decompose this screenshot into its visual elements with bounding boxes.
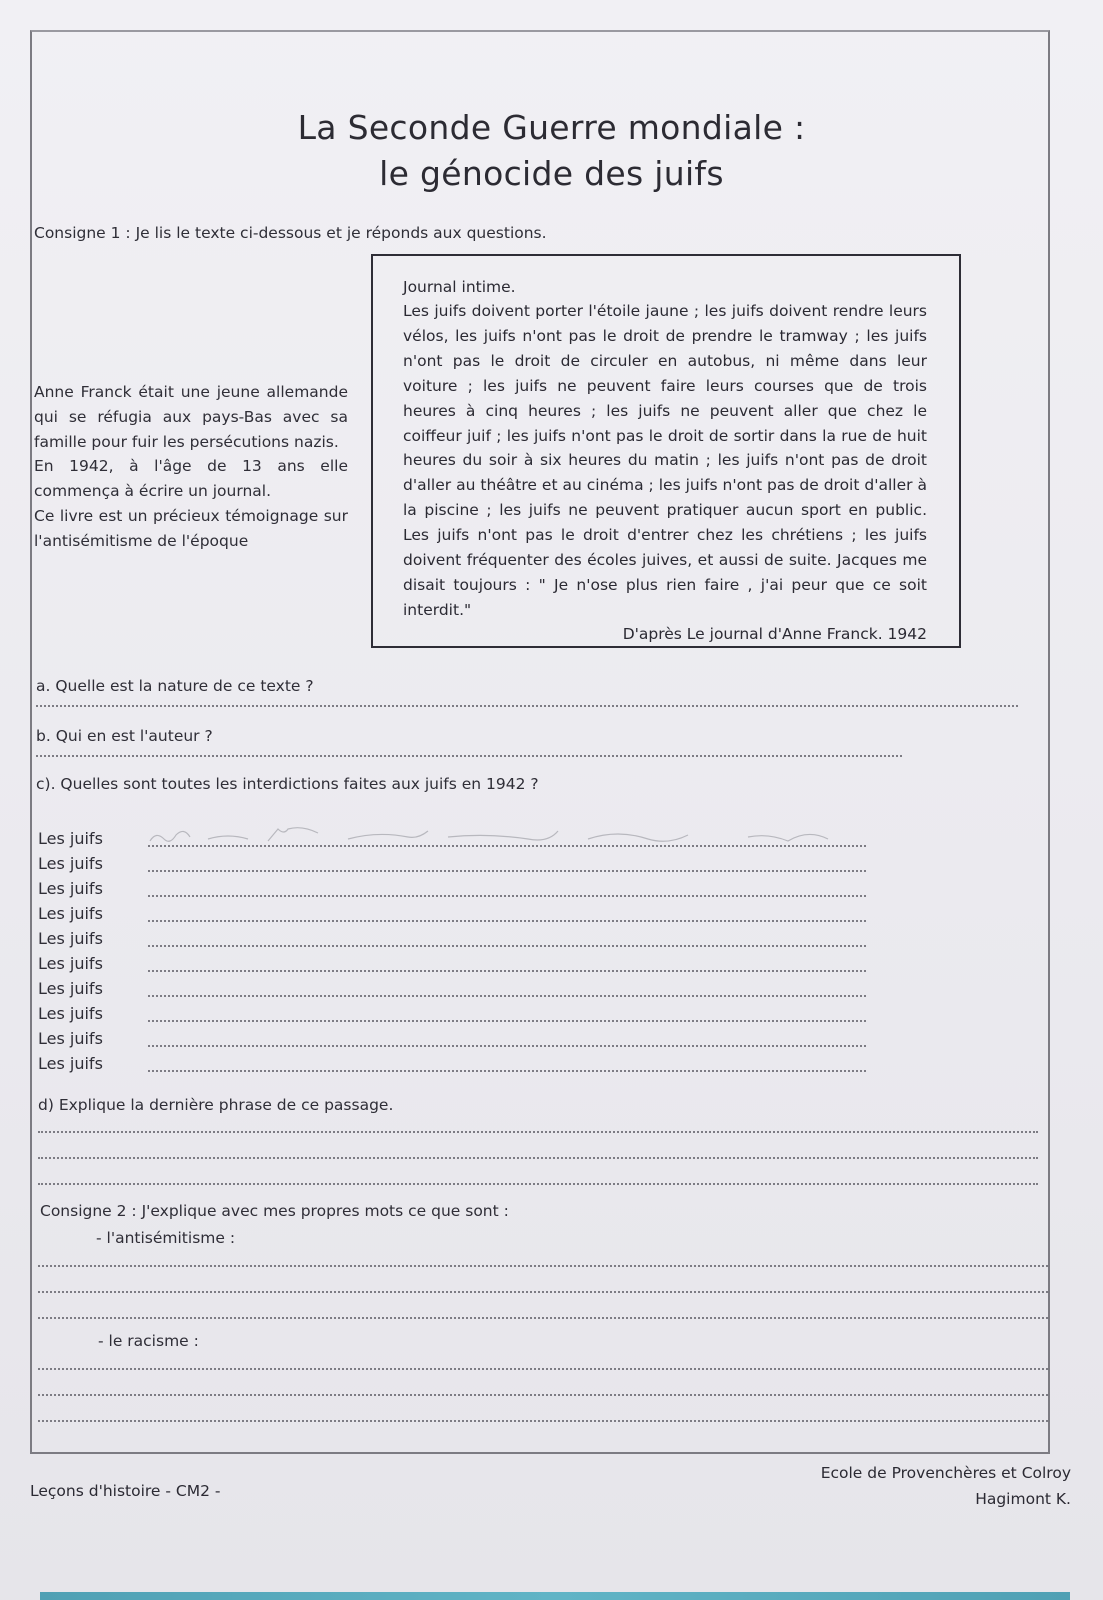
consigne-2-item-racisme: - le racisme : (98, 1332, 199, 1350)
list-item: Les juifs (38, 854, 103, 873)
journal-heading: Journal intime. (403, 278, 516, 296)
answer-line[interactable] (38, 1317, 1048, 1319)
answer-line[interactable] (38, 1157, 1038, 1159)
intro-paragraph: En 1942, à l'âge de 13 ans elle commença à écrire un journal. (34, 457, 348, 501)
answer-line[interactable] (38, 1394, 1048, 1396)
page-title: La Seconde Guerre mondiale : (297, 108, 806, 147)
answer-line[interactable] (148, 920, 866, 922)
intro-paragraph: Ce livre est un précieux témoignage sur l'antisémitisme de l'époque (34, 506, 348, 550)
answer-line[interactable] (148, 1045, 866, 1047)
answer-line[interactable] (38, 1265, 1048, 1267)
list-item: Les juifs (38, 954, 103, 973)
journal-body: Les juifs doivent porter l'étoile jaune ; les juifs doivent rendre leurs vélos, les juifs n'ont pas le droit de prendre le tramway ; les juifs n'ont pas le droit de circuler en autobus, ni même dans leur voiture ; les juifs ne peuvent faire leurs courses que de trois heures à cinq heures ; les juifs ne peuvent aller que chez le coiffeur juif ; les juifs n'ont pas le droit de sortir dans la rue de huit heures du soir à six heures du matin ; les juifs n'ont pas de droit d'aller au théâtre et au cinéma ; les juifs n'ont pas de droit d'aller à la piscine ; les juifs ne peuvent pratiquer aucun sport en public. Les juifs n'ont pas le droit d'entrer chez les chrétiens ; les juifs doivent fréquenter des écoles juives, et aussi de suite. Jacques me disait toujours : " Je n'ose plus rien faire , j'ai peur que ce soit interdit." (403, 302, 927, 619)
answer-line[interactable] (148, 1020, 866, 1022)
consigne-2-item-antisemitisme: - l'antisémitisme : (96, 1229, 236, 1247)
page-subtitle: le génocide des juifs (379, 154, 724, 193)
list-item: Les juifs (38, 929, 103, 948)
question-c: c). Quelles sont toutes les interdictions faites aux juifs en 1942 ? (36, 775, 539, 793)
answer-line[interactable] (148, 895, 866, 897)
answer-line[interactable] (148, 995, 866, 997)
list-item: Les juifs (38, 1029, 103, 1048)
intro-paragraph: Anne Franck était une jeune allemande qui se réfugia aux pays-Bas avec sa famille pour fuir les persécutions nazis. (34, 383, 348, 451)
answer-line[interactable] (36, 755, 902, 757)
answer-line[interactable] (36, 705, 1018, 707)
answer-line[interactable] (148, 970, 866, 972)
list-item: Les juifs (38, 1004, 103, 1023)
answer-line[interactable] (148, 945, 866, 947)
question-a: a. Quelle est la nature de ce texte ? (36, 677, 314, 695)
answer-line[interactable] (148, 1070, 866, 1072)
journal-excerpt-box (371, 254, 961, 648)
question-b: b. Qui en est l'auteur ? (36, 727, 213, 745)
list-item: Les juifs (38, 1054, 103, 1073)
list-item: Les juifs (38, 979, 103, 998)
list-item: Les juifs (38, 879, 103, 898)
consigne-1: Consigne 1 : Je lis le texte ci-dessous et je réponds aux questions. (34, 224, 547, 242)
answer-line[interactable] (148, 870, 866, 872)
question-d: d) Explique la dernière phrase de ce passage. (38, 1096, 394, 1114)
answer-line[interactable] (38, 1183, 1038, 1185)
consigne-2: Consigne 2 : J'explique avec mes propres mots ce que sont : (40, 1202, 509, 1220)
list-item: Les juifs (38, 904, 103, 923)
list-item: Les juifs (38, 829, 103, 848)
background-edge (40, 1592, 1070, 1600)
footer-school: Ecole de Provenchères et Colroy (820, 1464, 1071, 1482)
answer-line[interactable] (38, 1368, 1048, 1370)
answer-line[interactable] (38, 1291, 1048, 1293)
footer-course: Leçons d'histoire - CM2 - (30, 1482, 221, 1500)
pencil-scribble (148, 823, 868, 853)
footer-author: Hagimont K. (975, 1490, 1071, 1508)
intro-text (34, 380, 348, 554)
answer-line[interactable] (38, 1420, 1048, 1422)
journal-source: D'après Le journal d'Anne Franck. 1942 (622, 624, 927, 643)
answer-line[interactable] (38, 1131, 1038, 1133)
